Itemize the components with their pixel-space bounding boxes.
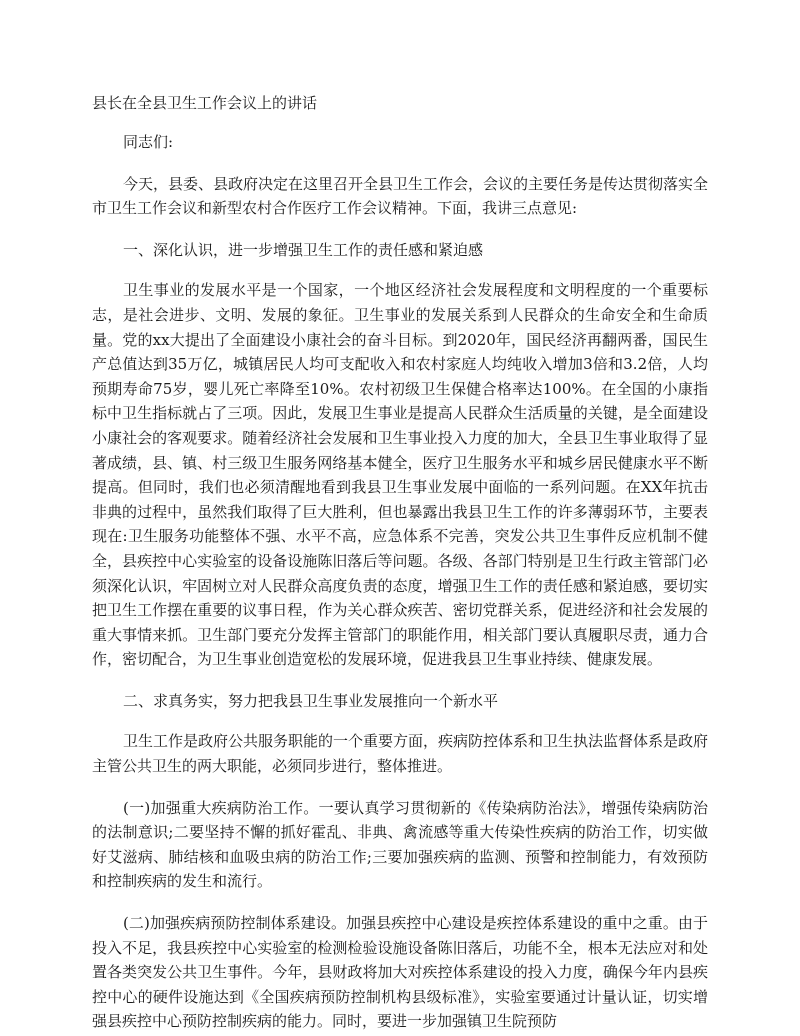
section-1-paragraph-1: 卫生事业的发展水平是一个国家，一个地区经济社会发展程度和文明程度的一个重要标志，是社会进步、文明、发展的象征。卫生事业的发展关系到人民群众的生命安全和生命质量。党的xx大提出了全面建设小康社会的奋斗目标。到2020年，国民经济再翻两番，国民生产总值达到35万亿，城镇居民人均可支配收入和农村家庭人均纯收入增加3倍和3.2倍，人均预期寿命75岁，婴儿死亡率降至10%。农村初级卫生保健合格率达100%。在全国的小康指标中卫生指标就占了三项。因此，发展卫生事业是提高人民群众生活质量的关键，是全面建设小康社会的客观要求。随着经济社会发展和卫生事业投入力度的加大，全县卫生事业取得了显著成绩，县、镇、村三级卫生服务网络基本健全，医疗卫生服务水平和城乡居民健康水平不断提高。但同时，我们也必须清醒地看到我县卫生事业发展中面临的一系列问题。在XX年抗击非典的过程中，虽然我们取得了巨大胜利，但也暴露出我县卫生工作的许多薄弱环节，主要表现在:卫生服务功能整体不强、水平不高，应急体系不完善，突发公共卫生事件反应机制不健全，县疾控中心实验室的设备设施陈旧落后等问题。各级、各部门特别是卫生行政主管部门必须深化认识，牢固树立对人民群众高度负责的态度，增强卫生工作的责任感和紧迫感，要切实把卫生工作摆在重要的议事日程，作为关心群众疾苦、密切党群关系，促进经济和社会发展的重大事情来抓。卫生部门要充分发挥主管部门的职能作用，相关部门要认真履职尽责，通力合作，密切配合，为卫生事业创造宽松的发展环境，促进我县卫生事业持续、健康发展。 bbox=[92, 281, 708, 669]
section-2-paragraph-1: 卫生工作是政府公共服务职能的一个重要方面，疾病防控体系和卫生执法监督体系是政府主管公共卫生的两大职能，必须同步进行，整体推进。 bbox=[92, 732, 709, 776]
intro-paragraph: 今天，县委、县政府决定在这里召开全县卫生工作会，会议的主要任务是传达贯彻落实全市卫生工作会议和新型农村合作医疗工作会议精神。下面，我讲三点意见: bbox=[92, 174, 709, 218]
document-title: 县长在全县卫生工作会议上的讲话 bbox=[92, 94, 318, 112]
section-2-paragraph-3: (二)加强疾病预防控制体系建设。加强县疾控中心建设是疾控体系建设的重中之重。由于投入不足，我县疾控中心实验室的检测检验设施设备陈旧落后，功能不全，根本无法应对和处置各类突发公共卫生事件。今年，县财政将加大对疾控体系建设的投入力度，确保今年内县疾控中心的硬件设施达到《全国疾病预防控制机构县级标准》，实验室要通过计量认证，切实增强县疾控中心预防控制疾病的能力。同时，要进一步加强镇卫生院预防 bbox=[92, 914, 708, 1031]
section-2-heading: 二、求真务实，努力把我县卫生事业发展推向一个新水平 bbox=[123, 691, 499, 710]
salutation: 同志们: bbox=[123, 133, 174, 151]
section-2-paragraph-2: (一)加强重大疾病防治工作。一要认真学习贯彻新的《传染病防治法》，增强传染病防治的法制意识;二要坚持不懈的抓好霍乱、非典、禽流感等重大传染性疾病的防治工作，切实做好艾滋病、肺结核和血吸虫病的防治工作;三要加强疾病的监测、预警和控制能力，有效预防和控制疾病的发生和流行。 bbox=[92, 798, 708, 891]
section-1-heading: 一、深化认识，进一步增强卫生工作的责任感和紧迫感 bbox=[123, 240, 484, 259]
